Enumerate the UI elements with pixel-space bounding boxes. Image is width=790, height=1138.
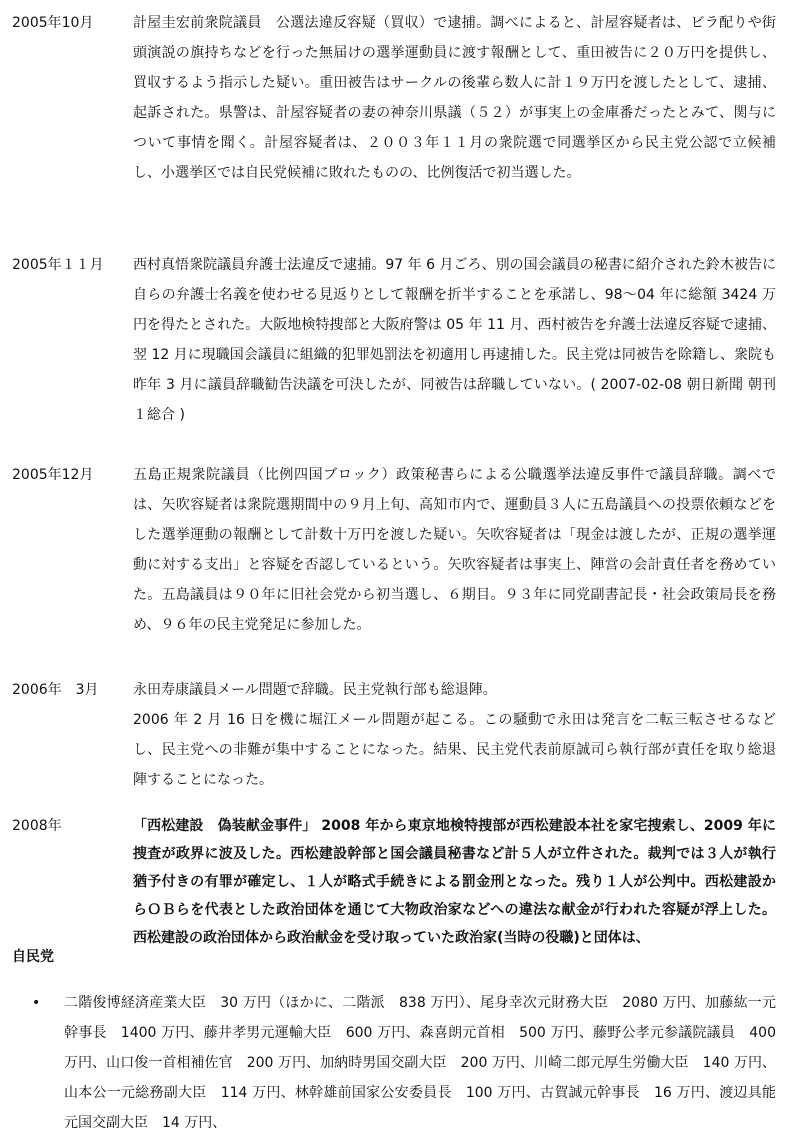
bullet-icon: • [32, 995, 41, 1011]
entry-text: 「西松建設 偽装献金事件」 2008 年から東京地検特捜部が西松建設本社を家宅捜索し、2009 年に捜査が政界に波及した。西松建設幹部と国会議員秘書など計５人が立件された。裁判では３人が執行猶予付きの有罪が確定し、１人が略式手続きによる罰金刑となった。残り１人が公判中。西松建設からＯＢらを代表とした政治団体を通じて大物政治家などへの違法な献金が行われた容疑が浮上した。西松建設の政治団体から政治献金を受け取っていた政治家(当時の役職)と団体は、 [133, 818, 776, 946]
bullet-text: 二階俊博経済産業大臣 30 万円（ほかに、二階派 838 万円）、尾身幸次元財務大臣 2080 万円、加藤紘一元幹事長 1400 万円、藤井孝男元運輸大臣 600 万円、森喜朗元首相 500 万円、藤野公孝元参議院議員 400 万円、山口俊一首相補佐官 200 万円、加納時男国交副大臣 200 万円、川崎二郎元厚生労働大臣 140 万円、山本公一元総務副大臣 114 万円、林幹雄前国家公安委員長 100 万円、古賀誠元幹事長 16 万円、渡辺具能元国交副大臣 14 万円、 [64, 995, 776, 1131]
entry-date: 2008年 [12, 818, 62, 834]
entry-text: 計屋圭宏前衆院議員 公選法違反容疑（買収）で逮捕。調べによると、計屋容疑者は、ビラ配りや街頭演説の旗持ちなどを行った無届けの選挙運動員に渡す報酬として、重田被告に２０万円を提供し、買収するよう指示した疑い。重田被告はサークルの後輩ら数人に計１９万円を渡したとして、逮捕、起訴された。県警は、計屋容疑者の妻の神奈川県議（５２）が事実上の金庫番だったとみて、関与について事情を聞く。計屋容疑者は、２００３年１１月の衆院選で同選挙区から民主党公認で立候補し、小選挙区では自民党候補に敗れたものの、比例復活で初当選した。 [133, 15, 776, 181]
entry-text-block [133, 675, 776, 795]
entry-date: 2005年10月 [12, 15, 94, 31]
entry-text: 西村真悟衆院議員弁護士法違反で逮捕。97 年 6 月ごろ、別の国会議員の秘書に紹介された鈴木被告に自らの弁護士名義を使わせる見返りとして報酬を折半することを承諾し、98〜04 年に総額 3424 万円を得たとされた。大阪地検特捜部と大阪府警は 05 年 11 月、西村被告を弁護士法違反容疑で逮捕、翌 12 月に現職国会議員に組織的犯罪処罰法を初適用し再逮捕した。民主党は同被告を除籍し、衆院も昨年 3 月に議員辞職勧告決議を可決したが、同被告は辞職していない。( 2007-02-08 朝日新聞 朝刊 １総合 ) [133, 257, 776, 423]
entry-date: 2005年12月 [12, 467, 94, 483]
entry-text: 2006 年 2 月 16 日を機に堀江メール問題が起こる。この騒動で永田は発言を二転三転させるなどし、民主党への非難が集中することになった。結果、民主党代表前原誠司ら執行部が責任を取り総退陣することになった。 [133, 712, 776, 788]
entry-date: 2005年１１月 [12, 257, 104, 273]
entry-text: 五島正規衆院議員（比例四国ブロック）政策秘書らによる公職選挙法違反事件で議員辞職。調べでは、矢吹容疑者は衆院選期間中の９月上旬、高知市内で、運動員３人に五島議員への投票依頼などをした選挙運動の報酬として計数十万円を渡した疑い。矢吹容疑者は「現金は渡したが、正規の選挙運動に対する支出」と容疑を否認しているという。矢吹容疑者は事実上、陣営の会計責任者を務めていた。五島議員は９０年に旧社会党から初当選し、６期目。９３年に同党副書記長・社会政策局長を務め、９６年の民主党発足に参加した。 [133, 467, 776, 633]
entry-headline: 永田寿康議員メール問題で辞職。民主党執行部も総退陣。 [133, 682, 497, 698]
section-label-ldp: 自民党 [12, 949, 54, 965]
entry-date: 2006年 3月 [12, 682, 99, 698]
